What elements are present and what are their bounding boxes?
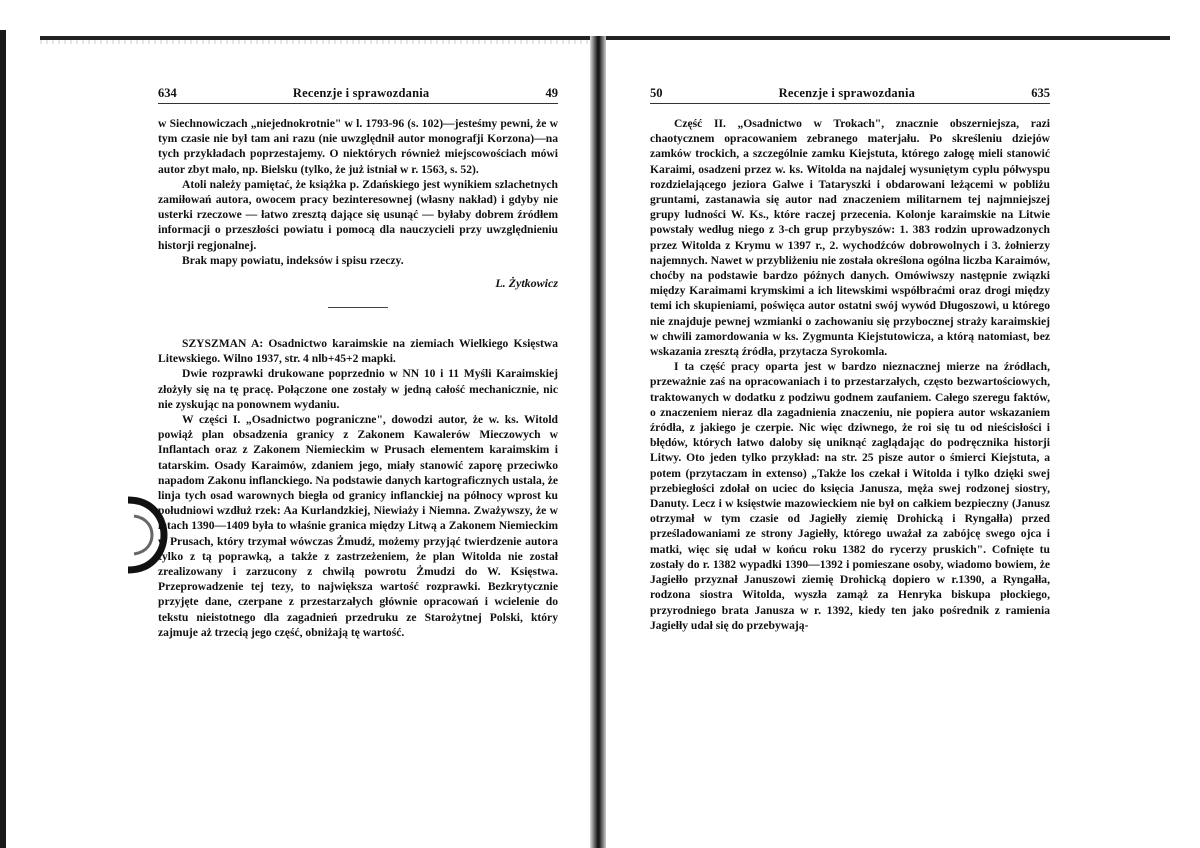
page-number: 634 <box>158 86 177 100</box>
left-page <box>158 86 558 640</box>
running-title: Recenzje i sprawozdania <box>292 86 430 100</box>
running-head <box>158 86 558 104</box>
running-title: Recenzje i sprawozdania <box>778 86 916 100</box>
page-body <box>158 116 558 640</box>
paper-texture <box>40 40 590 44</box>
paragraph: W części I. „Osadnictwo pograniczne", dowodzi autor, że w. ks. Witold powiąż plan obsadzenia granicy z Zakonem Kawalerów Mieczowych w Inflantach oraz z Zakonem Niemieckim w Prusach elementem karaimskim i tatarskim. Osady Karaimów, zdaniem jego, miały stanowić zaporę przeciwko napadom Zakonu inflanckiego. Na podstawie danych kartograficznych ustala, że linja tych osad warownych biegła od granicy inflanckiej na północy wprost ku południowi wzdłuż rzek: Aa Kurlandzkiej, Niewiaży i Niemna. Zważywszy, że w latach 1390—1409 była to właśnie granica między Litwą a Zakonem Niemieckim w Prusach, który trzymał wówczas Żmudź, możemy przyjąć twierdzenie autora tylko z tą poprawką, a także z zastrzeżeniem, że plan Witolda nie został zrealizowany i zarzucony z chwilą powrotu Żmudzi do W. Księstwa. Przeprowadzenie tej tezy, to największa wartość rozprawki. Bezkrytycznie przyjęte dane, czerpane z przestarzałych głównie opracowań i wcielenie do tekstu nieistotnego dla zagadnień przedruku ze Starożytnej Polski, który zajmuje aż trzecią jego część, obniżają tę wartość. <box>158 413 558 639</box>
review-heading: SZYSZMAN A: Osadnictwo karaimskie na ziemiach Wielkiego Księstwa Litewskiego. Wilno 1937, str. 4 nlb+45+2 mapki. <box>158 337 558 366</box>
book-gutter <box>590 36 606 848</box>
paragraph: w Siechnowiczach „niejednokrotnie" w l. 1793-96 (s. 102)—jesteśmy pewni, że w tym czasie nie był tam ani razu (nie uwzględnił autor monografji Korzona)—na tych przykładach poprzestajemy. O niektórych również miejscowościach mówi autor zbyt mało, np. Bielsku (tylko, że już istniał w r. 1563, s. 52). <box>158 117 558 176</box>
running-head <box>650 86 1050 104</box>
page-number-alt: 49 <box>545 86 558 100</box>
review-signature: L. Żytkowicz <box>495 276 558 291</box>
paragraph: Część II. „Osadnictwo w Trokach", znacznie obszerniejsza, razi chaotycznem opracowaniem zebranego materjału. Po skreśleniu dziejów zamków trockich, a szczególnie zamku Kiejstuta, którego załogę mieli stanowić Karaimi, osadzeni przez w. ks. Witolda na najdalej wysuniętym cyplu półwyspu rozdzielającego jeziora Galwe i Tataryszki i obdarowani leżącemi w pobliżu gruntami, zastanawia się autor nad znaczeniem militarnem tej najmniejszej grupy ludności W. Ks., które raczej przecenia. Kolonje karaimskie na Litwie powstały według niego z 3-ch grup przybyszów: 1. 383 rodzin uprowadzonych przez Witolda z Krymu w 1397 r., 2. wychodźców dobrowolnych i 3. żołnierzy najemnych. Nawet w przybliżeniu nie została określona ogólna liczba Karaimów, choćby na podstawie bardzo późnych danych. Omówiwszy następnie związki między Karaimami krymskimi a ich litewskimi współbraćmi oraz drogi między temi ich skupieniami, poświęca autor ostatni swój wywód Długoszowi, u którego nie znajduje pewnej wzmianki o zachowaniu się przybocznej straży karaimskiej w chwili zamordowania w ks. Zygmunta Kiejstutowicza, a którą natomiast, bez wskazania zresztą źródła, przytacza Syrokomla. <box>650 117 1050 359</box>
page-body <box>650 116 1050 633</box>
scan-edge-left <box>0 30 6 848</box>
page-number-alt: 50 <box>650 86 663 100</box>
paragraph: I ta część pracy oparta jest w bardzo nieznacznej mierze na źródłach, przeważnie zaś na opracowaniach i to przestarzałych, często bezwartościowych, traktowanych w dodatku z podziwu godnem zaufaniem. Całego szeregu faktów, o znaczeniem nieraz dla zagadnienia znaczeniu, nie popiera autor wskazaniem źródła, z jakiego je czerpie. Nic więc dziwnego, że roi się tu od nieścisłości i błędów, których łatwo daloby się uniknąć zaglądając do podręcznika historji Litwy. Oto jeden tylko przykład: na str. 25 pisze autor o śmierci Kiejstuta, a potem (przytaczam in extenso) „Także los czekał i Witolda i tylko dzięki swej przebiegłości zdołał on uciec do księcia Janusza, męża swej rodzonej siostry, Danuty. Lecz i w księstwie mazowieckiem nie był on całkiem bezpieczny (Janusz otrzymał w tym czasie od Jagiełły ziemię Drohicką i Ryngałła) przed prześladowaniami ze strony Jagiełły, którego uważał za zabójcę swego ojca i matki, więc się udał w końcu roku 1382 do rycerzy pruskich". Cofnięte tu zostały do r. 1382 wypadki 1390—1392 i pomieszane osoby, wiadomo bowiem, że Jagiełło przyznał Januszowi ziemię Drohicką dopiero w r.1390, a Ryngałła, rodzona siostra Witolda, wyszła zamąż za Henryka biskupa płockiego, przyrodniego brata Janusza w r. 1392, kiedy ten jako pośrednik z ramienia Jagiełły udał się do przebywają- <box>650 360 1050 632</box>
page-number: 635 <box>1031 86 1050 100</box>
section-separator <box>328 307 388 308</box>
paragraph: Brak mapy powiatu, indeksów i spisu rzeczy. <box>182 253 404 267</box>
paragraph: Dwie rozprawki drukowane poprzednio w NN 10 i 11 Myśli Karaimskiej złożyły się na tę pracę. Połączone one zostały w jedną całość mechanicznie, nic nie zyskując na ponownem wydaniu. <box>158 367 558 411</box>
paragraph: Atoli należy pamiętać, że książka p. Zdańskiego jest wynikiem szlachetnych zamiłowań autora, owocem pracy bezinteresownej (własny nakład) i gdyby nie usterki rzeczowe — łatwo zresztą dające się usunąć — byłaby dobrem źródłem informacji o przeszłości powiatu i pomocą dla nauczycieli przy uwzględnieniu historji regjonalnej. <box>158 177 558 252</box>
right-page <box>650 86 1050 633</box>
